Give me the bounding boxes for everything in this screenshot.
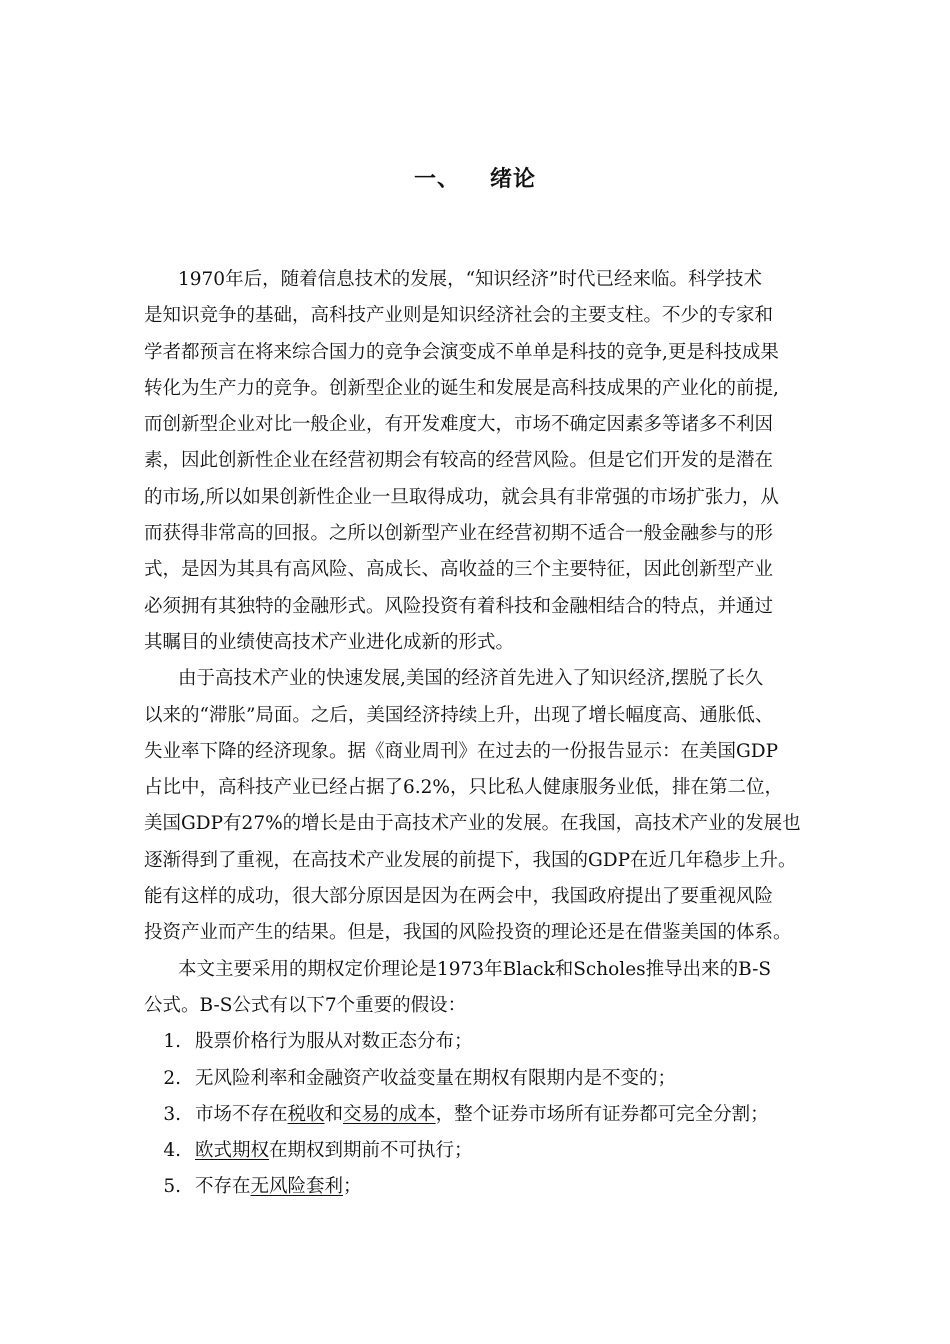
assumption-text: 不存在 (195, 1176, 251, 1198)
paragraph-line: 占比中，高科技产业已经占据了6.2%，只比私人健康服务业低，排在第二位， (144, 777, 784, 799)
paragraph-line: 1970年后，随着信息技术的发展，“知识经济”时代已经来临。科学技术 (178, 269, 762, 290)
assumption-index: 3. (163, 1103, 181, 1125)
paragraph (144, 661, 816, 951)
underlined-term: 税收 (287, 1103, 325, 1125)
paragraph-line: 是知识竞争的基础，高科技产业则是知识经济社会的主要支柱。不少的专家和 (144, 305, 774, 327)
paragraph (144, 262, 816, 661)
assumption-text: 在期权到期前不可执行； (269, 1140, 473, 1162)
paragraph-line: 素，因此创新性企业在经营初期会有较高的经营风险。但是它们开发的是潜在 (144, 450, 774, 472)
paragraph-line: 其瞩目的业绩使高技术产业进化成新的形式。 (144, 631, 515, 653)
assumption-text: ，整个证券市场所有证券都可完全分割； (435, 1103, 769, 1125)
assumption-list (144, 1024, 816, 1205)
underlined-term: 无风险套利 (250, 1176, 344, 1198)
section-heading (0, 162, 950, 196)
assumption-item (144, 1097, 816, 1133)
assumption-item (144, 1061, 816, 1097)
paragraph-container (144, 262, 816, 1024)
assumption-text: 股票价格行为服从对数正态分布； (195, 1031, 473, 1053)
underlined-term: 欧式期权 (195, 1140, 270, 1162)
paragraph-line: 由于高技术产业的快速发展,美国的经济首先进入了知识经济,摆脱了长久 (178, 668, 764, 690)
paragraph-line: 学者都预言在将来综合国力的竞争会演变成不单单是科技的竞争,更是科技成果 (144, 341, 779, 363)
paragraph-line: 转化为生产力的竞争。创新型企业的诞生和发展是高科技成果的产业化的前提, (144, 377, 779, 399)
paragraph-line: 必须拥有其独特的金融形式。风险投资有着科技和金融相结合的特点，并通过 (144, 595, 774, 617)
assumption-item (144, 1133, 816, 1169)
assumption-index: 1. (163, 1031, 181, 1053)
paragraph-line: 式，是因为其具有高风险、高成长、高收益的三个主要特征，因此创新型产业 (144, 559, 774, 581)
assumption-index: 4. (163, 1140, 181, 1162)
assumption-text: ； (343, 1176, 362, 1198)
paragraph-line: 失业率下降的经济现象。据《商业周刊》在过去的一份报告显示：在美国GDP (144, 740, 779, 762)
paragraph-line: 公式。B-S公式有以下7个重要的假设： (144, 994, 467, 1016)
paragraph-line: 以来的“滞胀”局面。之后，美国经济持续上升，出现了增长幅度高、通胀低、 (144, 704, 774, 726)
assumption-text: 市场不存在 (195, 1103, 288, 1125)
paragraph-line: 的市场,所以如果创新性企业一旦取得成功，就会具有非常强的市场扩张力，从 (144, 486, 779, 508)
assumption-text: 无风险利率和金融资产收益变量在期权有限期内是不变的； (195, 1067, 677, 1089)
paragraph-line: 而获得非常高的回报。之所以创新型产业在经营初期不适合一般金融参与的形 (144, 523, 774, 545)
paragraph-line: 投资产业而产生的结果。但是，我国的风险投资的理论还是在借鉴美国的体系。 (144, 922, 792, 944)
underlined-term: 交易的成本 (343, 1103, 436, 1125)
section-number: 一、 (413, 166, 460, 192)
paragraph-line: 能有这样的成功，很大部分原因是因为在两会中，我国政府提出了要重视风险 (144, 886, 774, 908)
section-title: 绪论 (490, 166, 537, 192)
paragraph-line: 本文主要采用的期权定价理论是1973年Black和Scholes推导出来的B-S (178, 958, 772, 980)
paragraph-line: 而创新型企业对比一般企业，有开发难度大，市场不确定因素多等诸多不利因 (144, 414, 774, 436)
paragraph-line: 逐渐得到了重视，在高技术产业发展的前提下，我国的GDP在近几年稳步上升。 (144, 849, 797, 871)
assumption-index: 5. (163, 1176, 181, 1198)
paragraph (144, 952, 816, 1025)
assumption-item (144, 1169, 816, 1205)
body-text (144, 262, 816, 1206)
assumption-index: 2. (163, 1067, 181, 1089)
paragraph-line: 美国GDP有27%的增长是由于高技术产业的发展。在我国，高技术产业的发展也 (144, 813, 801, 835)
assumption-item (144, 1024, 816, 1060)
assumption-text: 和 (324, 1103, 344, 1125)
